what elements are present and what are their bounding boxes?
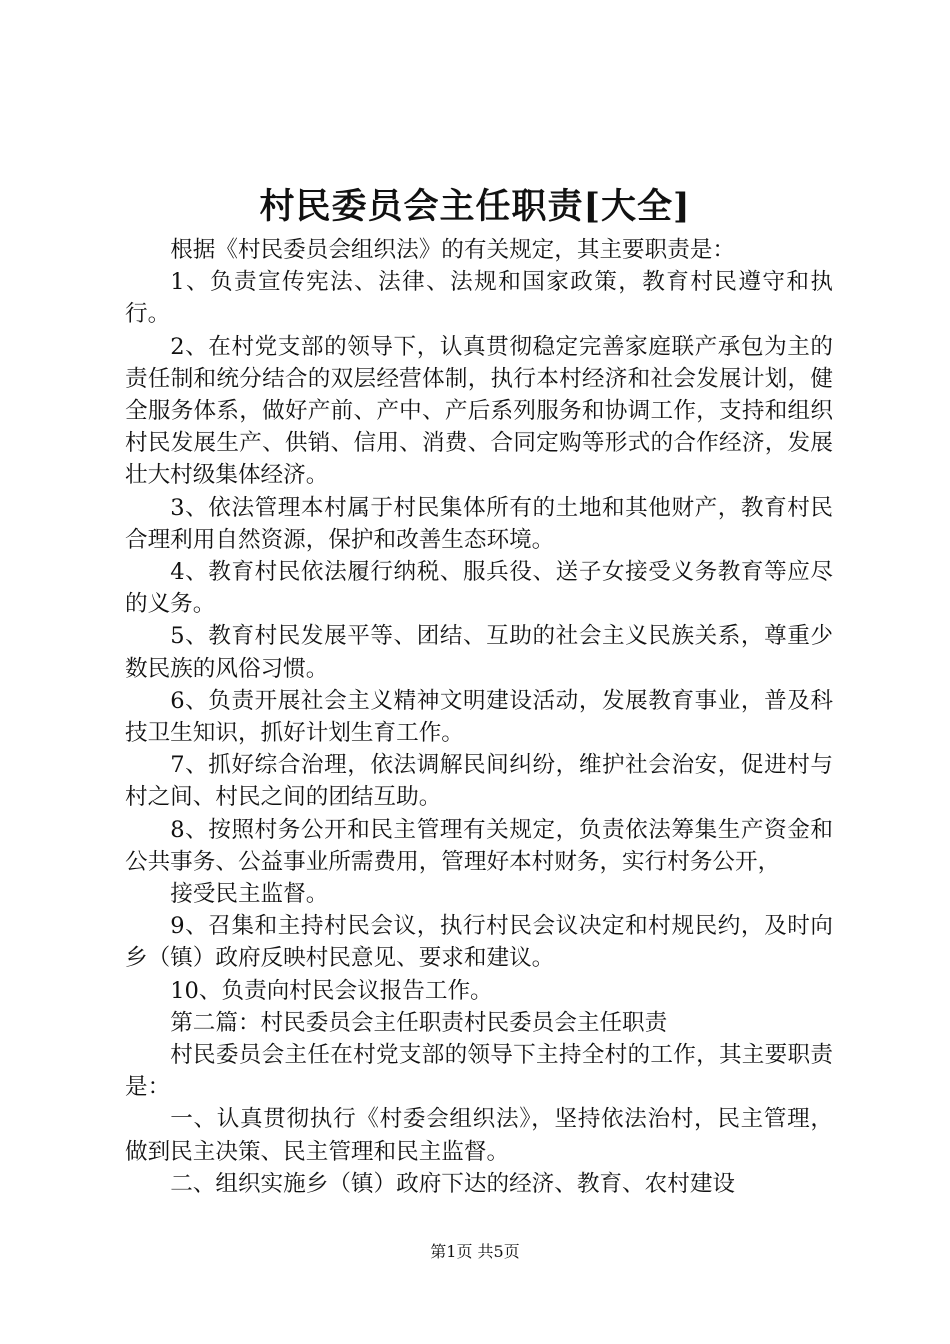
- paragraph: 7、抓好综合治理，依法调解民间纠纷，维护社会治安，促进村与村之间、村民之间的团结互助。: [125, 752, 833, 811]
- paragraph: 村民委员会主任在村党支部的领导下主持全村的工作，其主要职责是：: [125, 1042, 833, 1101]
- paragraph: 2、在村党支部的领导下，认真贯彻稳定完善家庭联产承包为主的责任制和统分结合的双层经营体制，执行本村经济和社会发展计划，健全服务体系，做好产前、产中、产后系列服务和协调工作，支持和组织村民发展生产、供销、信用、消费、合同定购等形式的合作经济，发展壮大村级集体经济。: [125, 333, 833, 489]
- paragraph: 8、按照村务公开和民主管理有关规定，负责依法筹集生产资金和公共事务、公益事业所需费用，管理好本村财务，实行村务公开，: [125, 816, 833, 875]
- paragraph: 二、组织实施乡（镇）政府下达的经济、教育、农村建设: [170, 1170, 736, 1197]
- paragraph: 6、负责开展社会主义精神文明建设活动，发展教育事业，普及科技卫生知识，抓好计划生育工作。: [125, 687, 833, 747]
- paragraph: 5、教育村民发展平等、团结、互助的社会主义民族关系，尊重少数民族的风俗习惯。: [125, 623, 833, 682]
- paragraph: 根据《村民委员会组织法》的有关规定，其主要职责是：: [170, 237, 736, 263]
- paragraph: 4、教育村民依法履行纳税、服兵役、送子女接受义务教育等应尽的义务。: [125, 559, 833, 618]
- paragraph: 9、召集和主持村民会议，执行村民会议决定和村规民约，及时向乡（镇）政府反映村民意见、要求和建议。: [125, 913, 833, 972]
- document-body: [125, 234, 833, 1200]
- paragraph: 10、负责向村民会议报告工作。: [170, 977, 493, 1004]
- paragraph: 一、认真贯彻执行《村委会组织法》，坚持依法治村，民主管理，做到民主决策、民主管理和民主监督。: [125, 1106, 833, 1165]
- paragraph: 接受民主监督。: [170, 881, 329, 908]
- paragraph: 1、负责宣传宪法、法律、法规和国家政策，教育村民遵守和执行。: [125, 269, 833, 328]
- document-title: 村民委员会主任职责[大全]: [259, 186, 691, 227]
- page-number-footer: 第1页 共5页: [430, 1242, 520, 1261]
- paragraph: 第二篇：村民委员会主任职责村民委员会主任职责: [170, 1009, 668, 1036]
- paragraph: 3、依法管理本村属于村民集体所有的土地和其他财产，教育村民合理利用自然资源，保护和改善生态环境。: [125, 494, 833, 553]
